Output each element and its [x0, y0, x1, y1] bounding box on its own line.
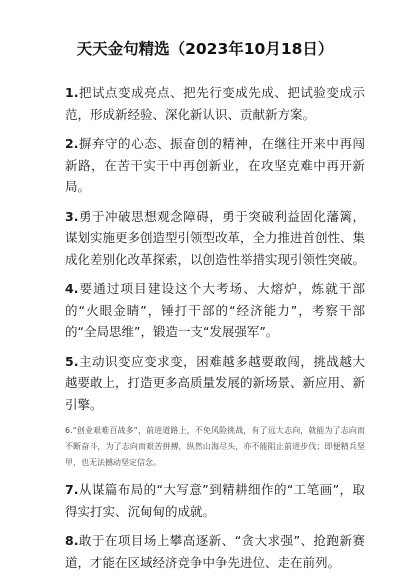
document-title: 天天金句精选（2023年10月18日） [76, 40, 334, 58]
quote-number: 1. [65, 85, 79, 100]
quote-number: 3. [65, 208, 79, 224]
quote-text: 勇于冲破思想观念障碍，勇于突破利益固化藩篱，谋划实施更多创造型引领型改革，全力推进首创性、集成化差别化改革探索，以创造性举措实现引领性突破。 [65, 208, 366, 267]
quote-number: 2. [65, 136, 79, 151]
quote-number: 6. [65, 426, 73, 435]
quote-item-6 [65, 423, 365, 471]
quote-number: 7. [65, 482, 79, 497]
quote-item-1 [65, 82, 365, 125]
quote-text: 把试点变成亮点、把先行变成先成、把试验变成示范，形成新经验、深化新认识、贡献新方案。 [65, 85, 365, 122]
quote-item-5 [65, 351, 365, 416]
quote-item-2 [65, 133, 365, 198]
quote-text: 主动识变应变求变，困难越多越要敢闯，挑战越大越要敢上，打造更多高质量发展的新场景、新应用、新引擎。 [65, 353, 366, 412]
quote-number: 5. [65, 353, 79, 369]
quote-text: 要通过项目建设这个大考场、大熔炉，炼就干部的“火眼金睛”，锤打干部的“经济能力”，考察干部的“全局思维”，锻造一支“发展强军”。 [65, 281, 365, 339]
quote-item-3 [65, 206, 365, 271]
quote-text: “创业艰难百战多”，前进道路上，不免风险挑战，有了远大志向，就能为了志向而不断奋斗，为了志向而艰苦拼搏，纵然山海尽头，亦不能阻止前进步伐；即便精兵坚甲，也无法撼动坚定信念。 [65, 426, 365, 467]
quote-item-7 [65, 479, 365, 522]
quote-text: 敢于在项目场上攀高逐新、“贪大求强”、抢跑新赛道，才能在区域经济竞争中争先进位、走在前列。 [65, 533, 365, 570]
quote-text: 摒弃守的心态、振奋创的精神，在继往开来中再闯新路，在苦干实干中再创新业，在攻坚克难中再开新局。 [65, 136, 365, 194]
quote-item-4 [65, 278, 365, 343]
quote-text: 从谋篇布局的“大写意”到精耕细作的“工笔画”，取得实打实、沉甸甸的成就。 [65, 482, 365, 519]
quote-item-8 [65, 530, 365, 573]
quote-number: 8. [65, 533, 79, 548]
quote-list [65, 82, 365, 581]
quote-number: 4. [65, 281, 79, 296]
